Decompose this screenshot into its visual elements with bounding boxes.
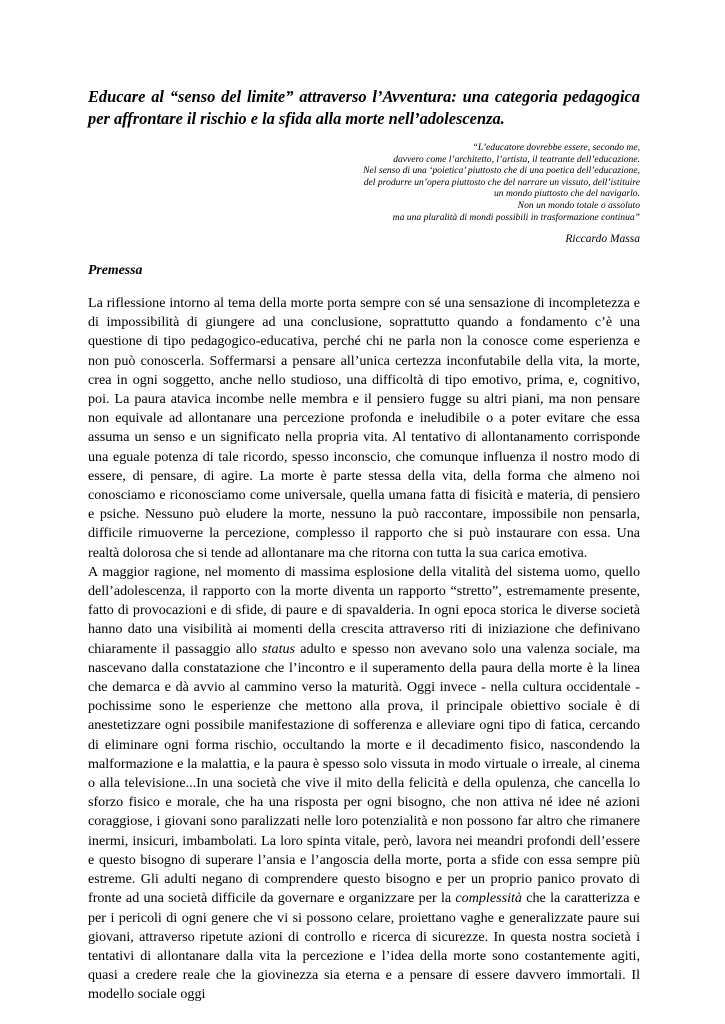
section-heading: Premessa	[88, 262, 143, 277]
epigraph-quote	[300, 142, 640, 223]
epigraph-line: Nel senso di una ‘poietica’ piuttosto che di una poetica dell’educazione,	[363, 165, 640, 177]
epigraph-line: “L’educatore dovrebbe essere, secondo me,	[472, 142, 640, 153]
paragraph-text: A maggior ragione, nel momento di massima esplosione della vitalità del sistema uomo, quello dell’adolescenza, il rapporto con la morte diventa un rapporto “stretto”, estremamente presente, fatto di provocazioni e di sfide, di paure e di spavalderia. In ogni epoca storica le diverse società hanno dato una visibilità ai momenti della crescita attraverso riti di iniziazione che definivano chiaramente il passaggio allo	[88, 563, 640, 657]
epigraph-line: ma una pluralità di mondi possibili in trasformazione continua”	[392, 211, 640, 223]
paragraph: La riflessione intorno al tema della morte porta sempre con sé una sensazione di incompletezza e di impossibilità di giungere ad una conclusione, soprattutto quando a fondamento c’è una questione di tipo pedagogico-educativa, perché chi ne parla non la conosce come esperienza e non può conoscerla. Soffermarsi a pensare all’unica certezza inconfutabile della vita, la morte, crea in ogni soggetto, anche nello studioso, una difficoltà di tipo emotivo, prima, e, cognitivo, poi. La paura atavica incombe nelle membra e il pensiero fugge su altri piani, ma non pensare non equivale ad allontanare una percezione profonda e ineludibile o a poter evitare che essa assuma un senso e un significato nella propria vita. Al tentativo di allontanamento corrisponde una eguale potenza di tale ricordo, spesso inconscio, che comunque influenza il nostro modo di essere, di pensare, di agire. La morte è parte stessa della vita, della forma che almeno noi conosciamo e riconosciamo come universale, quella umana fatta di fisicità e materia, di pensiero e psiche. Nessuno può eludere la morte, nessuno la può raccontare, impossibile non pensarla, difficile rimuoverne la percezione, complesso il rapporto che si può instaurare con essa. Una realtà dolorosa che si tende ad allontanare ma che ritorna con tutta la sua carica emotiva.	[88, 295, 640, 561]
document-title: Educare al “senso del limite” attraverso l’Avventura: una categoria pedagogica per affrontare il rischio e la sfida alla morte nell’adolescenza.	[88, 87, 640, 128]
paragraph-text: adulto e spesso non avevano solo una valenza sociale, ma nascevano dalla constatazione che l’incontro e il superamento della paura della morte è la linea che demarca e dà avvio al cammino verso la maturità. Oggi invece - nella cultura occidentale - pochissime sono le esperienze che mettono alla prova, il principale obiettivo sociale è di anestetizzare ogni possibile manifestazione di sofferenza e alleviare ogni tipo di fatica, cercando di eliminare ogni forma rischio, occultando la morte e il decadimento fisico, nascondendo la malformazione e la malattia, e la paura è spesso solo vissuta in modo virtuale o irreale, al cinema o alla televisione...In una società che vive il mito della felicità e della opulenza, che cancella lo sforzo fisico e morale, che ha una risposta per ogni bisogno, che non attiva né idee né azioni coraggiose, i giovani sono paralizzati nelle loro potenzialità e non possono far altro che rimanere inermi, insicuri, imbambolati. La loro spinta vitale, però, lavora nei meandri profondi dell’essere e questo bisogno di superare l’ansia e l’angoscia della morte, porta a sfide con essa sempre più estreme. Gli adulti negano di comprendere questo bisogno e per un proprio panico provato di fronte ad una società difficile da governare e organizzare per la	[88, 640, 640, 907]
body-text	[88, 294, 640, 1005]
paragraph-text: che la caratterizza e per i pericoli di ogni genere che vi si possono celare, proiettano vaghe e generalizzate paure sui giovani, attraverso ripetute azioni di controllo e ricerca di sicurezze. In questa nostra società i tentativi di allontanare dalla vita la percezione e l’idea della morte sono costantemente agiti, quasi a credere reale che la giovinezza sia eterna e a pensare di essere davvero immortali. Il modello sociale oggi	[88, 890, 640, 1003]
epigraph-line: davvero come l’architetto, l’artista, il teatrante dell’educazione.	[393, 153, 640, 165]
epigraph-line: un mondo piuttosto che del navigarlo.	[493, 188, 640, 200]
emphasis-text: status	[262, 640, 296, 657]
paragraph	[88, 563, 640, 1005]
epigraph-author: Riccardo Massa	[565, 233, 640, 245]
epigraph-line: Non un mondo totale o assoluto	[517, 199, 640, 211]
epigraph-line: del produrre un’opera piuttosto che del narrare un vissuto, dell’istituire	[363, 176, 640, 188]
emphasis-text: complessità	[455, 890, 522, 907]
